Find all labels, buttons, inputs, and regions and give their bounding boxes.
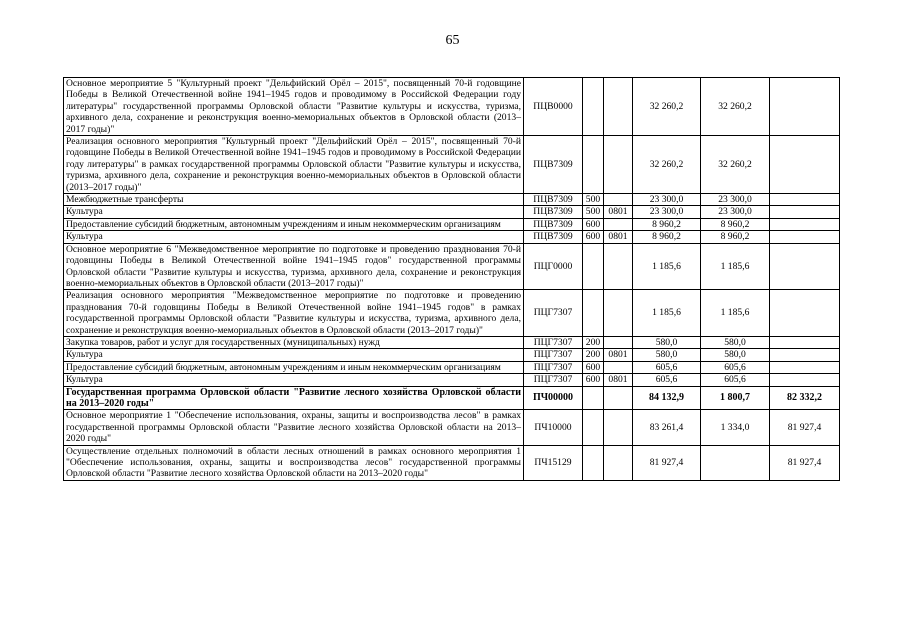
table-row [64,218,840,230]
target-code: ПЦВ7309 [524,194,583,206]
amount-federal [770,231,840,243]
amount-total: 1 185,6 [633,243,701,290]
row-name: Межбюджетные трансферты [64,194,524,206]
row-name: Основное мероприятие 5 "Культурный проект "Дельфийский Орёл – 2015", посвященный 70-й годовщине Победы в Великой Отечественной войне 1941–1945 годов и проводимому в Российской Федерации году литературы" государственной программы Орловской области "Развитие культуры и искусства, туризма, архивного дела, сохранение и реконструкция военно-мемориальных объектов в Орловской области (2013–2017 годы)" [64,78,524,136]
section-code [604,445,633,480]
amount-total: 83 261,4 [633,410,701,445]
table-row [64,206,840,218]
amount-own: 1 800,7 [701,386,770,410]
amount-federal [770,361,840,373]
expense-type [583,78,604,136]
expense-type: 600 [583,231,604,243]
target-code: ПЧ15129 [524,445,583,480]
expense-type [583,243,604,290]
target-code: ПЦВ7309 [524,231,583,243]
section-code [604,336,633,348]
expense-type: 600 [583,374,604,386]
table-row [64,231,840,243]
table-row [64,290,840,337]
row-name: Культура [64,374,524,386]
amount-total: 84 132,9 [633,386,701,410]
table-row [64,386,840,410]
expense-type: 200 [583,336,604,348]
amount-total: 580,0 [633,349,701,361]
expense-type: 500 [583,194,604,206]
section-code [604,361,633,373]
target-code: ПЦГ7307 [524,374,583,386]
amount-federal [770,194,840,206]
amount-total: 605,6 [633,374,701,386]
expense-type: 500 [583,206,604,218]
expense-type [583,445,604,480]
row-name: Культура [64,349,524,361]
table-row [64,374,840,386]
expense-type [583,290,604,337]
row-name: Основное мероприятие 1 "Обеспечение использования, охраны, защиты и воспроизводства лесов" в рамках государственной программы Орловской области "Развитие лесного хозяйства Орловской области на 2013–2020 годы" [64,410,524,445]
expense-type [583,136,604,194]
amount-federal [770,136,840,194]
amount-federal: 82 332,2 [770,386,840,410]
table-row [64,194,840,206]
page-number: 65 [445,33,460,48]
amount-total: 32 260,2 [633,78,701,136]
target-code: ПЦВ0000 [524,78,583,136]
target-code: ПЧ10000 [524,410,583,445]
amount-total: 8 960,2 [633,231,701,243]
amount-federal [770,78,840,136]
section-code: 0801 [604,206,633,218]
amount-total: 23 300,0 [633,194,701,206]
budget-table [63,77,840,481]
table-row [64,445,840,480]
target-code: ПЦВ7309 [524,218,583,230]
target-code: ПЦГ7307 [524,336,583,348]
amount-total: 81 927,4 [633,445,701,480]
table-row [64,361,840,373]
amount-own: 1 185,6 [701,243,770,290]
expense-type: 600 [583,218,604,230]
amount-own: 1 334,0 [701,410,770,445]
section-code: 0801 [604,349,633,361]
amount-federal [770,290,840,337]
amount-own: 580,0 [701,349,770,361]
amount-total: 1 185,6 [633,290,701,337]
section-code: 0801 [604,231,633,243]
amount-total: 32 260,2 [633,136,701,194]
row-name: Предоставление субсидий бюджетным, автономным учреждениям и иным некоммерческим организациям [64,361,524,373]
section-code [604,243,633,290]
amount-federal: 81 927,4 [770,445,840,480]
section-code [604,136,633,194]
amount-federal [770,349,840,361]
row-name: Культура [64,231,524,243]
target-code: ПЧ00000 [524,386,583,410]
amount-own: 23 300,0 [701,206,770,218]
amount-total: 605,6 [633,361,701,373]
amount-federal [770,374,840,386]
section-code [604,218,633,230]
row-name: Основное мероприятие 6 "Межведомственное мероприятие по подготовке и проведению празднования 70-й годовщины Победы в Великой Отечественной войне 1941–1945 годов" государственной программы Орловской области "Развитие культуры и искусства, туризма, архивного дела, сохранение и реконструкция военно-мемориальных объектов в Орловской области (2013–2017 годы)" [64,243,524,290]
row-name: Реализация основного мероприятия "Культурный проект "Дельфийский Орёл – 2015", посвященный 70-й годовщине Победы в Великой Отечественной войне 1941–1945 годов и проводимому в Российской Федерации году литературы" в рамках государственной программы Орловской области "Развитие культуры и искусства, туризма, архивного дела, сохранение и реконструкция военно-мемориальных объектов в Орловской области (2013–2017 годы)" [64,136,524,194]
row-name: Реализация основного мероприятия "Межведомственное мероприятие по подготовке и проведению празднования 70-й годовщины Победы в Великой Отечественной войне 1941–1945 годов" в рамках государственной программы Орловской области "Развитие культуры и искусства, туризма, архивного дела, сохранение и реконструкция военно-мемориальных объектов в Орловской области (2013–2017 годы)" [64,290,524,337]
amount-total: 580,0 [633,336,701,348]
amount-own [701,445,770,480]
amount-own: 32 260,2 [701,136,770,194]
target-code: ПЦГ7307 [524,361,583,373]
expense-type: 600 [583,361,604,373]
amount-federal [770,206,840,218]
table-row [64,410,840,445]
target-code: ПЦГ0000 [524,243,583,290]
amount-federal [770,336,840,348]
amount-total: 8 960,2 [633,218,701,230]
expense-type [583,410,604,445]
target-code: ПЦГ7307 [524,349,583,361]
amount-own: 605,6 [701,374,770,386]
row-name: Закупка товаров, работ и услуг для государственных (муниципальных) нужд [64,336,524,348]
amount-federal [770,243,840,290]
amount-federal: 81 927,4 [770,410,840,445]
section-code [604,410,633,445]
amount-federal [770,218,840,230]
table-row [64,349,840,361]
row-name: Осуществление отдельных полномочий в области лесных отношений в рамках основного мероприятия 1 "Обеспечение использования, охраны, защиты и воспроизводства лесов" государственной программы Орловской области "Развитие лесного хозяйства Орловской области на 2013–2020 годы" [64,445,524,480]
amount-own: 23 300,0 [701,194,770,206]
row-name: Государственная программа Орловской области "Развитие лесного хозяйства Орловской области на 2013–2020 годы" [64,386,524,410]
table-row [64,136,840,194]
table-row [64,78,840,136]
section-code: 0801 [604,374,633,386]
expense-type: 200 [583,349,604,361]
amount-own: 8 960,2 [701,231,770,243]
target-code: ПЦВ7309 [524,136,583,194]
section-code [604,386,633,410]
amount-own: 8 960,2 [701,218,770,230]
amount-own: 580,0 [701,336,770,348]
amount-total: 23 300,0 [633,206,701,218]
target-code: ПЦГ7307 [524,290,583,337]
amount-own: 1 185,6 [701,290,770,337]
table-row [64,243,840,290]
expense-type [583,386,604,410]
amount-own: 605,6 [701,361,770,373]
row-name: Культура [64,206,524,218]
section-code [604,78,633,136]
section-code [604,194,633,206]
section-code [604,290,633,337]
row-name: Предоставление субсидий бюджетным, автономным учреждениям и иным некоммерческим организациям [64,218,524,230]
amount-own: 32 260,2 [701,78,770,136]
table-row [64,336,840,348]
target-code: ПЦВ7309 [524,206,583,218]
